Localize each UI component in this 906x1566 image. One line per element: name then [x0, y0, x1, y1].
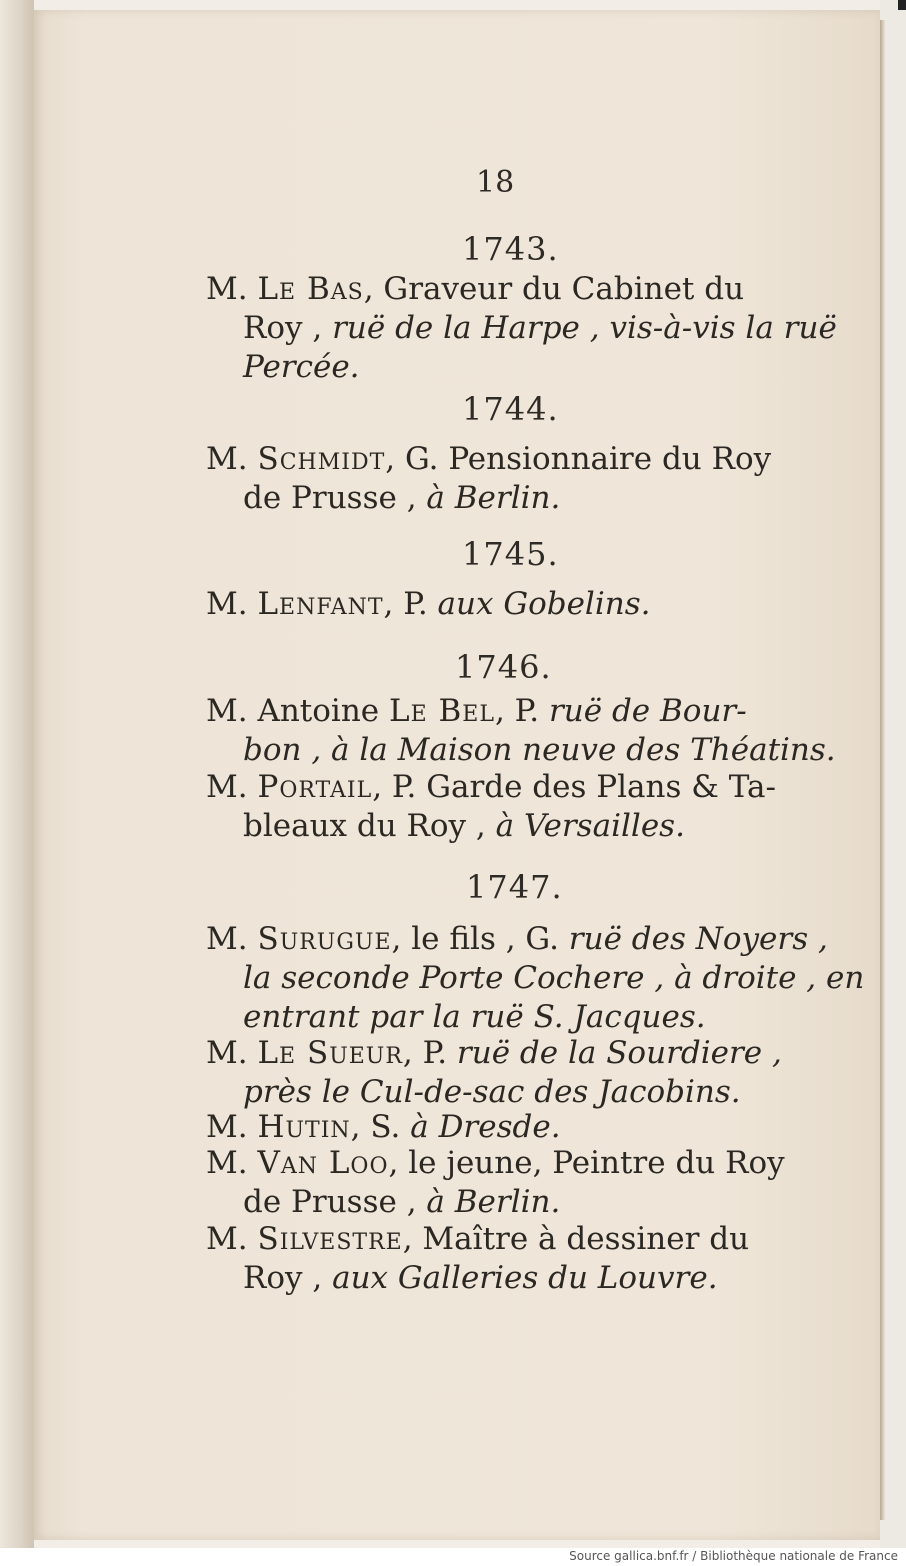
entry-text: de Prusse ,: [243, 1184, 417, 1220]
entry-text: , Maître à dessiner du: [402, 1221, 750, 1257]
entry-name: Le Bel: [389, 693, 495, 729]
entry-name: Van Loo: [257, 1145, 389, 1181]
entry-prefix: M.: [206, 769, 248, 805]
corner-mark: [898, 0, 906, 10]
entry-van-loo: [206, 1144, 786, 1222]
entry-le-sueur: [206, 1034, 786, 1112]
entry-address: à Berlin.: [426, 480, 561, 516]
entry-name: Surugue: [257, 921, 392, 957]
entry-prefix: M. Antoine: [206, 693, 380, 729]
entry-address: à Dresde.: [410, 1109, 561, 1145]
entry-prefix: M.: [206, 1035, 248, 1071]
year-heading-1744: 1744.: [462, 390, 559, 428]
entry-address: ruë de la Sourdiere ,: [456, 1035, 782, 1071]
entry-text: , le fils , G.: [391, 921, 559, 957]
entry-address: à Versailles.: [495, 808, 685, 844]
year-heading-1747: 1747.: [466, 868, 563, 906]
entry-text: de Prusse ,: [243, 480, 417, 516]
entry-text: , S.: [350, 1109, 401, 1145]
entry-name: Hutin: [257, 1109, 351, 1145]
entry-name: Schmidt: [257, 441, 386, 477]
entry-le-bel: [206, 692, 836, 770]
entry-address: Percée.: [243, 349, 360, 385]
year-heading-1743: 1743.: [462, 230, 559, 268]
entry-prefix: M.: [206, 441, 248, 477]
page-number: 18: [476, 165, 515, 200]
entry-prefix: M.: [206, 1109, 248, 1145]
entry-schmidt: [206, 440, 786, 518]
entry-address: ruë de la Harpe , vis-à-vis la ruë: [332, 310, 837, 346]
entry-address: ruë des Noyers ,: [568, 921, 828, 957]
entry-name: Lenfant: [257, 586, 384, 622]
entry-name: Le Sueur: [257, 1035, 403, 1071]
entry-text: bleaux du Roy ,: [243, 808, 486, 844]
entry-prefix: M.: [206, 1145, 248, 1181]
entry-name: Silvestre: [257, 1221, 403, 1257]
entry-text: Roy ,: [243, 310, 323, 346]
entry-address: ruë de Bour-: [548, 693, 747, 729]
entry-address: aux Galleries du Louvre.: [332, 1260, 718, 1296]
entry-address: aux Gobelins.: [437, 586, 651, 622]
entry-text: , P.: [494, 693, 540, 729]
year-heading-1745: 1745.: [462, 535, 559, 573]
entry-address: près le Cul-de-sac des Jacobins.: [243, 1074, 741, 1110]
entry-address: à Berlin.: [426, 1184, 561, 1220]
entry-portail: [206, 768, 786, 846]
entry-surugue: [206, 920, 865, 1037]
book-edge-right: [880, 0, 906, 1548]
entry-text: , P. Garde des Plans & Ta-: [372, 769, 776, 805]
entry-address: la seconde Porte Cochere , à droite , en: [243, 960, 865, 996]
entry-prefix: M.: [206, 1221, 248, 1257]
entry-text: , Graveur du Cabinet du: [363, 271, 745, 307]
entry-le-bas: [206, 270, 837, 387]
entry-name: Portail: [257, 769, 373, 805]
entry-name: Le Bas: [257, 271, 364, 307]
entry-prefix: M.: [206, 271, 248, 307]
entry-hutin: [206, 1108, 786, 1147]
entry-prefix: M.: [206, 921, 248, 957]
entry-text: , le jeune, Peintre du Roy: [388, 1145, 785, 1181]
entry-address: bon , à la Maison neuve des Théatins.: [243, 732, 836, 768]
entry-lenfant: [206, 585, 786, 624]
entry-prefix: M.: [206, 586, 248, 622]
entry-text: , P.: [402, 1035, 448, 1071]
book-page-stack-left: [0, 0, 34, 1548]
source-credit: Source gallica.bnf.fr / Bibliothèque nationale de France: [569, 1549, 898, 1563]
entry-address: entrant par la ruë S. Jacques.: [243, 999, 706, 1035]
entry-text: , P.: [383, 586, 428, 622]
year-heading-1746: 1746.: [455, 648, 552, 686]
entry-text: Roy ,: [243, 1260, 323, 1296]
entry-silvestre: [206, 1220, 786, 1298]
entry-text: , G. Pensionnaire du Roy: [385, 441, 772, 477]
